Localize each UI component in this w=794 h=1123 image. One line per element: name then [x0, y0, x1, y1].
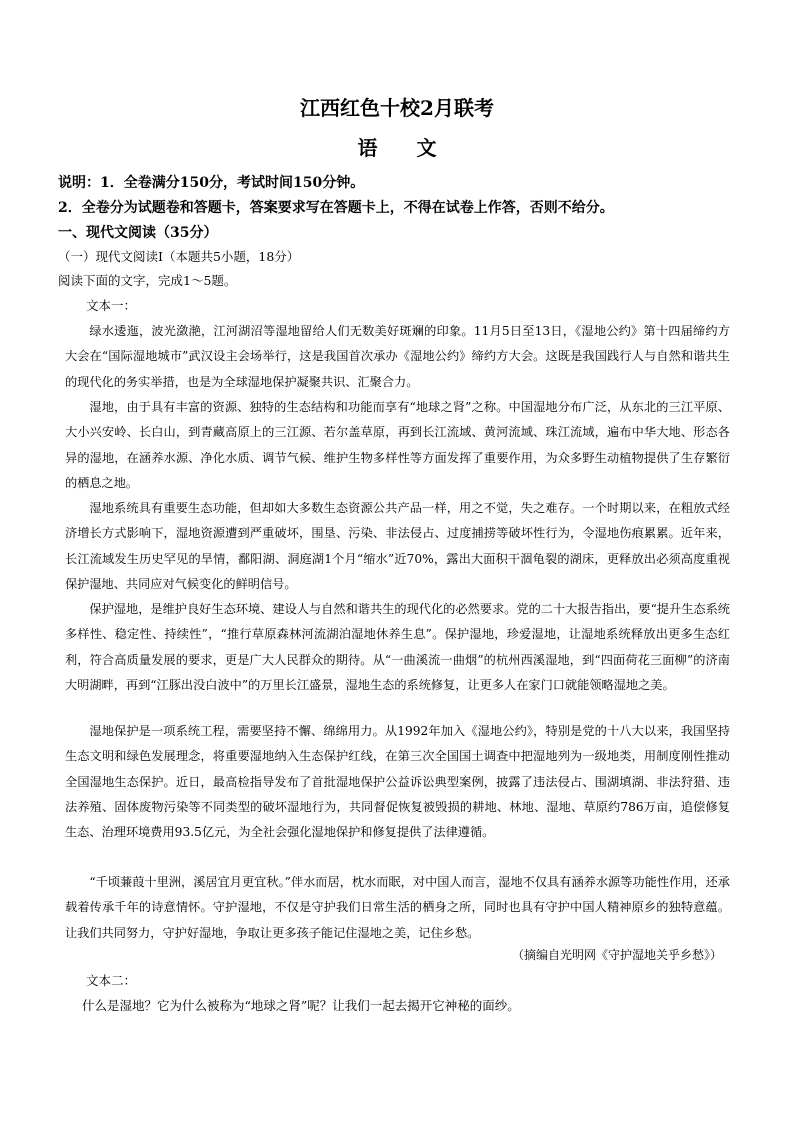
- reading-directive: 阅读下面的文字，完成1～5题。: [58, 273, 237, 288]
- text2-first-line: 什么是湿地？它为什么被称为“地球之肾”呢？让我们一起去揭开它神秘的面纱。: [82, 998, 520, 1013]
- text1-source: （摘编自光明网《守护湿地关乎乡愁》）: [511, 948, 722, 962]
- instruction-line-1: 说明：1．全卷满分150分，考试时间150分钟。: [58, 175, 365, 191]
- text1-paragraph-1: 绿水逶迤，波光潋滟，江河湖沼等湿地留给人们无数美好斑斓的印象。11月5日至13日，《湿地公约》第十四届缔约方大会在“国际湿地城市”武汉设主会场举行，这是我国首次承办《湿地公约》缔约方大会。这既是我国践行人与自然和谐共生的现代化的务实举措，也是为全球湿地保护凝聚共识、汇聚合力。: [65, 324, 730, 389]
- text1-paragraph-3: 湿地系统具有重要生态功能，但却如大多数生态资源公共产品一样，用之不觉，失之难存。一个时期以来，在粗放式经济增长方式影响下，湿地资源遭到严重破坏，围垦、污染、非法侵占、过度捕捞等破坏性行为，令湿地伤痕累累。近年来，长江流域发生历史罕见的旱情，鄱阳湖、洞庭湖1个月“缩水”近70%，露出大面积干涸龟裂的湖床，更释放出必须高度重视保护湿地、共同应对气候变化的鲜明信号。: [65, 501, 730, 591]
- instruction-line-2: 2．全卷分为试题卷和答题卡，答案要求写在答题卡上，不得在试卷上作答，否则不给分。: [58, 200, 614, 216]
- text1-paragraph-4: 保护湿地，是维护良好生态环境、建设人与自然和谐共生的现代化的必然要求。党的二十大报告指出，要“提升生态系统多样性、稳定性、持续性”，“推行草原森林河流湖泊湿地休养生息”。保护湿地，珍爱湿地，让湿地系统释放出更多生态红利，符合高质量发展的要求，更是广大人民群众的期待。从“一曲溪流一曲烟”的杭州西溪湿地，到“四面荷花三面柳”的济南大明湖畔，再到“江豚出没白波中”的万里长江盛景，湿地生态的系统修复，让更多人在家门口就能领略湿地之美。: [65, 602, 730, 692]
- text2-label: 文本二：: [86, 973, 137, 988]
- subject-title: 语 文: [357, 136, 453, 160]
- section-sub-heading: （一）现代文阅读Ⅰ（本题共5小题，18分）: [58, 249, 300, 264]
- text1-paragraph-6: “千顷蒹葭十里洲，溪居宜月更宜秋。”伴水而居，枕水而眠，对中国人而言，湿地不仅具有涵养水源等功能性作用，还承载着传承千年的诗意情怀。守护湿地，不仅是守护我们日常生活的栖身之所，同时也具有守护中国人精神原乡的独特意蕴。让我们共同努力，守护好湿地，争取让更多孩子能记住湿地之美，记住乡愁。: [65, 875, 730, 940]
- section-heading: 一、现代文阅读（35分）: [58, 225, 218, 241]
- text1-paragraph-2: 湿地，由于具有丰富的资源、独特的生态结构和功能而享有“地球之肾”之称。中国湿地分布广泛，从东北的三江平原、大小兴安岭、长白山，到青藏高原上的三江源、若尔盖草原，再到长江流域、黄河流域、珠江流域，遍布中华大地、形态各异的湿地，在涵养水源、净化水质、调节气候、维护生物多样性等方面发挥了重要作用，为众多野生动植物提供了生存繁衍的栖息之地。: [65, 400, 730, 490]
- text1-paragraph-5: 湿地保护是一项系统工程，需要坚持不懈、绵绵用力。从1992年加入《湿地公约》，特别是党的十八大以来，我国坚持生态文明和绿色发展理念，将重要湿地纳入生态保护红线，在第三次全国国土调查中把湿地列为一级地类，用制度刚性推动全国湿地生态保护。近日，最高检指导发布了首批湿地保护公益诉讼典型案例，披露了违法侵占、围湖填湖、非法狩猎、违法养殖、固体废物污染等不同类型的破坏湿地行为，共同督促恢复被毁损的耕地、林地、湿地、草原约786万亩，追偿修复生态、治理环境费用93.5亿元，为全社会强化湿地保护和修复提供了法律遵循。: [65, 724, 730, 840]
- exam-title: 江西红色十校2月联考: [300, 96, 494, 120]
- text1-label: 文本一：: [86, 298, 137, 313]
